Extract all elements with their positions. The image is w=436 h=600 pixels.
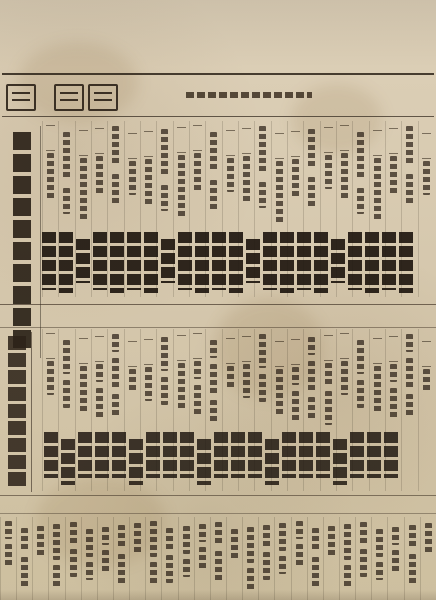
column-text-run <box>86 529 93 557</box>
column-text-run <box>112 174 119 204</box>
newspaper-column <box>48 517 64 600</box>
column-text-run <box>308 129 315 169</box>
column-text-run <box>194 361 201 379</box>
column-text-run <box>215 551 222 581</box>
column-text-run <box>86 562 93 580</box>
newspaper-column <box>145 517 161 600</box>
name-entry <box>248 432 262 478</box>
newspaper-column <box>161 517 177 600</box>
middle-section-rule <box>31 332 32 492</box>
column-text-run <box>210 132 217 172</box>
masthead-rule <box>2 73 434 75</box>
newspaper-column <box>323 517 339 600</box>
column-text-run <box>392 550 399 574</box>
column-text-run <box>259 182 266 208</box>
section-divider <box>0 513 436 514</box>
column-text-run <box>178 363 185 409</box>
column-parenthetical <box>226 130 235 156</box>
column-text-run <box>199 547 206 571</box>
column-parenthetical <box>177 127 186 153</box>
column-text-run <box>341 361 348 395</box>
column-parenthetical <box>46 333 55 359</box>
column-parenthetical <box>373 338 382 364</box>
column-text-run <box>150 521 157 557</box>
column-parenthetical <box>373 130 382 156</box>
name-entry <box>350 432 364 478</box>
column-parenthetical <box>144 131 153 157</box>
name-entry <box>59 232 73 293</box>
column-text-run <box>296 544 303 568</box>
column-text-run <box>210 364 217 394</box>
column-text-run <box>312 557 319 587</box>
newspaper-column <box>339 517 355 600</box>
column-parenthetical <box>324 127 333 153</box>
column-text-run <box>263 552 270 580</box>
column-text-run <box>308 361 315 391</box>
column-text-run <box>279 556 286 574</box>
name-entry <box>265 439 279 485</box>
column-text-run <box>63 380 70 408</box>
newspaper-column <box>194 517 210 600</box>
column-text-run <box>129 369 136 391</box>
column-parenthetical <box>226 338 235 364</box>
name-entry <box>112 432 126 478</box>
column-parenthetical <box>291 339 300 365</box>
name-entry <box>314 232 328 293</box>
column-text-run <box>376 562 383 580</box>
name-entry <box>299 432 313 478</box>
column-text-run <box>161 337 168 371</box>
column-text-run <box>63 132 70 180</box>
date-line <box>186 92 312 98</box>
middle-section-heading <box>8 336 26 488</box>
column-text-run <box>392 527 399 545</box>
name-entry <box>195 232 209 293</box>
column-text-run <box>102 550 109 574</box>
newspaper-column <box>32 517 48 600</box>
newspaper-column <box>129 517 145 600</box>
column-text-run <box>47 153 54 201</box>
column-text-run <box>357 380 364 408</box>
column-text-run <box>312 528 319 552</box>
name-entry <box>231 432 245 478</box>
masthead-glyph <box>6 84 36 111</box>
name-entry <box>280 232 294 293</box>
column-text-run <box>292 391 299 421</box>
column-text-run <box>63 188 70 214</box>
column-text-run <box>227 366 234 388</box>
column-text-run <box>150 562 157 584</box>
column-text-run <box>247 527 254 563</box>
column-parenthetical <box>422 341 431 367</box>
newspaper-column <box>113 517 129 600</box>
column-text-run <box>276 369 283 415</box>
column-text-run <box>406 394 413 416</box>
newspaper-column <box>0 517 16 600</box>
column-text-run <box>259 374 266 402</box>
column-text-run <box>183 526 190 554</box>
column-text-run <box>178 155 185 217</box>
column-text-run <box>390 156 397 196</box>
column-text-run <box>47 361 54 395</box>
column-text-run <box>357 340 364 374</box>
name-entry <box>384 432 398 478</box>
column-parenthetical <box>177 335 186 361</box>
column-parenthetical <box>95 128 104 154</box>
column-text-run <box>194 153 201 193</box>
column-text-run <box>118 554 125 584</box>
column-text-run <box>21 557 28 587</box>
name-entry <box>331 239 345 283</box>
column-parenthetical <box>193 125 202 151</box>
name-entry <box>163 432 177 478</box>
column-text-run <box>80 366 87 412</box>
column-parenthetical <box>324 335 333 361</box>
upper-name-band <box>6 232 432 296</box>
name-entry <box>348 232 362 290</box>
column-text-run <box>102 527 109 545</box>
column-text-run <box>360 522 367 544</box>
newspaper-column <box>210 517 226 600</box>
column-text-run <box>406 174 413 204</box>
column-text-run <box>231 529 238 559</box>
column-text-run <box>374 366 381 412</box>
name-entry <box>297 232 311 290</box>
column-text-run <box>210 340 217 358</box>
name-entry <box>282 432 296 478</box>
column-text-run <box>259 334 266 368</box>
column-text-run <box>423 161 430 195</box>
newspaper-column <box>65 517 81 600</box>
column-text-run <box>390 364 397 382</box>
column-text-run <box>215 522 222 546</box>
column-text-run <box>161 377 168 405</box>
column-parenthetical <box>128 133 137 159</box>
column-text-run <box>247 568 254 590</box>
column-parenthetical <box>79 338 88 364</box>
newspaper-column <box>178 517 194 600</box>
masthead-rule <box>2 116 434 117</box>
column-text-run <box>292 159 299 199</box>
name-entry <box>42 232 56 290</box>
column-parenthetical <box>340 125 349 151</box>
newspaper-column <box>307 517 323 600</box>
column-text-run <box>259 126 266 174</box>
name-entry <box>178 232 192 290</box>
column-text-run <box>70 549 77 577</box>
column-parenthetical <box>275 341 284 367</box>
column-text-run <box>325 363 332 385</box>
column-text-run <box>80 158 87 220</box>
name-entry <box>95 432 109 478</box>
column-text-run <box>409 554 416 584</box>
column-text-run <box>53 524 60 560</box>
column-parenthetical <box>95 336 104 362</box>
column-text-run <box>112 126 119 166</box>
masthead-glyph <box>54 84 84 111</box>
column-text-run <box>161 129 168 177</box>
column-text-run <box>53 565 60 587</box>
name-entry <box>110 232 124 293</box>
name-entry <box>212 232 226 290</box>
column-text-run <box>118 525 125 549</box>
column-text-run <box>357 188 364 214</box>
column-text-run <box>96 156 103 196</box>
lower-listing-columns <box>0 517 436 600</box>
name-entry <box>129 439 143 485</box>
newspaper-column <box>420 517 436 600</box>
column-parenthetical <box>79 130 88 156</box>
middle-name-band <box>44 432 424 482</box>
section-divider <box>0 304 436 305</box>
column-text-run <box>21 528 28 552</box>
column-text-run <box>374 158 381 220</box>
newspaper-column <box>404 517 420 600</box>
name-entry <box>146 432 160 478</box>
name-entry <box>78 432 92 478</box>
name-entry <box>382 232 396 290</box>
name-entry <box>76 239 90 283</box>
column-text-run <box>5 521 12 539</box>
column-parenthetical <box>46 125 55 151</box>
column-text-run <box>308 337 315 355</box>
column-text-run <box>423 369 430 391</box>
column-text-run <box>145 367 152 401</box>
column-text-run <box>341 153 348 201</box>
newspaper-column <box>258 517 274 600</box>
section-divider <box>0 495 436 496</box>
column-parenthetical <box>242 336 251 362</box>
column-parenthetical <box>144 339 153 365</box>
column-text-run <box>406 358 413 388</box>
column-text-run <box>96 388 103 418</box>
masthead <box>0 0 436 68</box>
column-text-run <box>328 526 335 556</box>
column-text-run <box>276 161 283 223</box>
column-text-run <box>70 522 77 544</box>
masthead-glyph <box>88 84 118 111</box>
name-entry <box>316 432 330 478</box>
column-text-run <box>183 559 190 577</box>
column-text-run <box>210 180 217 210</box>
newspaper-column <box>274 517 290 600</box>
column-text-run <box>145 159 152 207</box>
column-parenthetical <box>193 333 202 359</box>
column-text-run <box>96 364 103 382</box>
column-text-run <box>308 397 315 419</box>
name-entry <box>93 232 107 290</box>
name-entry <box>365 232 379 293</box>
column-text-run <box>409 525 416 549</box>
name-entry <box>180 432 194 478</box>
name-entry <box>61 439 75 485</box>
column-text-run <box>5 544 12 568</box>
page-edge-shadow <box>0 590 436 600</box>
column-text-run <box>308 177 315 207</box>
column-text-run <box>243 364 250 398</box>
newspaper-column <box>226 517 242 600</box>
column-text-run <box>166 555 173 583</box>
column-text-run <box>243 156 250 204</box>
column-parenthetical <box>389 336 398 362</box>
newspaper-column <box>16 517 32 600</box>
column-parenthetical <box>291 131 300 157</box>
name-entry <box>161 239 175 283</box>
name-entry <box>367 432 381 478</box>
name-entry <box>44 432 58 478</box>
column-text-run <box>227 158 234 192</box>
column-parenthetical <box>275 133 284 159</box>
newspaper-column <box>81 517 97 600</box>
column-text-run <box>279 523 286 551</box>
column-text-run <box>325 391 332 425</box>
newspaper-column <box>387 517 403 600</box>
column-text-run <box>210 400 217 422</box>
column-parenthetical <box>422 133 431 159</box>
newspaper-column <box>97 517 113 600</box>
column-text-run <box>194 385 201 415</box>
column-text-run <box>112 394 119 416</box>
name-entry <box>214 432 228 478</box>
newspaper-column <box>291 517 307 600</box>
column-text-run <box>166 528 173 550</box>
name-entry <box>197 439 211 485</box>
column-text-run <box>292 367 299 385</box>
column-text-run <box>425 523 432 553</box>
column-text-run <box>134 523 141 553</box>
section-divider <box>0 327 436 328</box>
column-parenthetical <box>128 341 137 367</box>
name-entry <box>399 232 413 293</box>
column-parenthetical <box>340 333 349 359</box>
newspaper-column <box>355 517 371 600</box>
column-text-run <box>406 334 413 352</box>
name-entry <box>144 232 158 293</box>
column-text-run <box>63 340 70 374</box>
column-text-run <box>390 388 397 418</box>
column-text-run <box>199 524 206 542</box>
column-parenthetical <box>242 128 251 154</box>
column-text-run <box>263 525 270 547</box>
column-parenthetical <box>389 128 398 154</box>
newspaper-column <box>371 517 387 600</box>
column-text-run <box>112 358 119 388</box>
column-text-run <box>357 132 364 180</box>
column-text-run <box>344 524 351 560</box>
column-text-run <box>325 155 332 189</box>
name-entry <box>229 232 243 293</box>
column-text-run <box>37 526 44 556</box>
newspaper-column <box>242 517 258 600</box>
column-text-run <box>112 334 119 352</box>
column-text-run <box>296 521 303 539</box>
column-text-run <box>344 565 351 587</box>
name-entry <box>333 439 347 485</box>
column-text-run <box>360 549 367 577</box>
column-text-run <box>129 161 136 195</box>
name-entry <box>127 232 141 290</box>
column-text-run <box>161 185 168 211</box>
name-entry <box>263 232 277 290</box>
name-entry <box>246 239 260 283</box>
column-text-run <box>406 126 413 166</box>
column-text-run <box>376 529 383 557</box>
